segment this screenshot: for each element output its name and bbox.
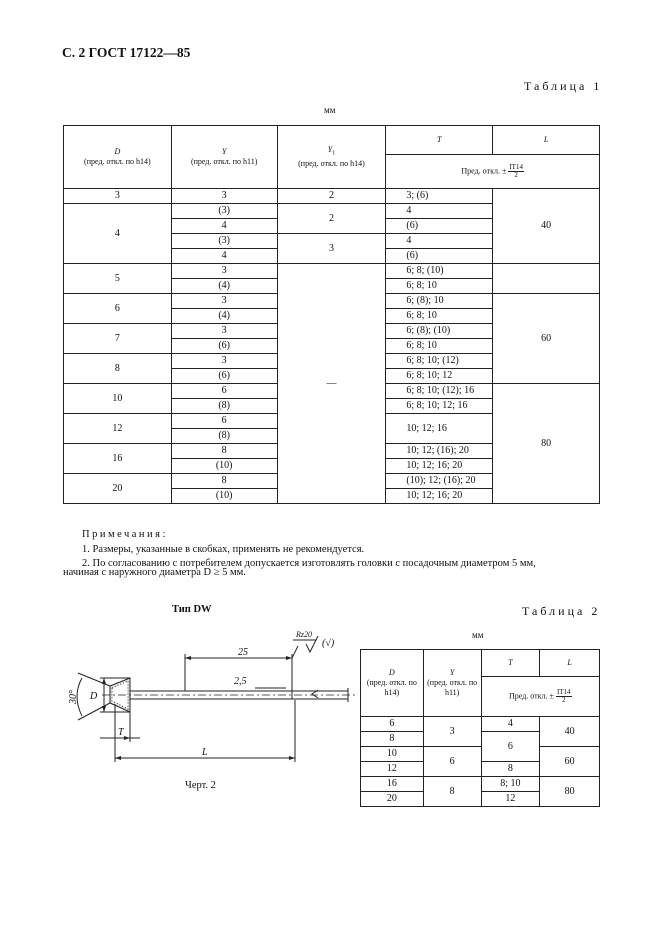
figure-type-label: Тип DW (172, 604, 212, 615)
table-cell: 10; 12; 16; 20 (386, 489, 493, 504)
table-cell: 10; 12; (16); 20 (386, 444, 493, 459)
table-cell: (4) (171, 279, 277, 294)
table-cell: 4 (171, 249, 277, 264)
table-cell: (10); 12; (16); 20 (386, 474, 493, 489)
t2-tolerance-cell: Пред. откл. ± $\frac{IT14}{2}$ (481, 677, 599, 717)
table-cell: 8 (64, 354, 172, 384)
table-cell: 8 (361, 732, 424, 747)
arrow-25-left (185, 656, 191, 660)
table-cell: (10) (171, 459, 277, 474)
table-cell: 8 (481, 762, 540, 777)
t2-header-Y: Y (пред. откл. по h11) (423, 650, 481, 717)
header-Y: Y (пред. откл. по h11) (171, 126, 277, 189)
table1-header-row (64, 126, 600, 155)
table-cell: 16 (361, 777, 424, 792)
dim-D-label: D (90, 691, 98, 702)
table-cell: 3 (171, 354, 277, 369)
table-cell: 80 (540, 777, 600, 807)
table-cell: 5 (64, 264, 172, 294)
table-cell: 40 (540, 717, 600, 747)
table-cell: 6; 8; 10; (12) (386, 354, 493, 369)
table-cell: 4 (481, 717, 540, 732)
note-2-continuation: начиная с наружного диаметра D ≥ 5 мм. (63, 567, 246, 578)
table-cell: (6) (171, 369, 277, 384)
table-cell (493, 264, 600, 294)
table-cell: 12 (361, 762, 424, 777)
t2-header-L: L (540, 650, 600, 677)
figure-caption: Черт. 2 (185, 780, 216, 791)
dim-25-label: 25 (238, 647, 248, 658)
table-cell: 3; (6) (386, 189, 493, 204)
table-cell: 3 (423, 717, 481, 747)
table-cell: 10 (361, 747, 424, 762)
angle-label: 30° (68, 690, 79, 704)
table-cell: 10; 12; 16 (386, 414, 493, 444)
table-cell: 3 (171, 324, 277, 339)
roughness-leader (292, 646, 298, 658)
table-cell: 6; 8; 10; 12 (386, 369, 493, 384)
table-cell: 6 (64, 294, 172, 324)
table-cell: 2 (277, 189, 386, 204)
notes (82, 528, 536, 572)
table-cell: 60 (540, 747, 600, 777)
table-cell: 6 (171, 414, 277, 429)
table-cell: 20 (64, 474, 172, 504)
table-cell: 7 (64, 324, 172, 354)
table-cell: 60 (493, 294, 600, 384)
table1-unit: мм (324, 105, 336, 115)
note-1: 1. Размеры, указанные в скобках, применять не рекомендуется. (82, 543, 365, 555)
table-cell: (3) (171, 234, 277, 249)
table-cell: 6; (8); 10 (386, 294, 493, 309)
table-cell: 80 (493, 384, 600, 504)
table-cell: (6) (386, 249, 493, 264)
arrow-D-top (102, 678, 106, 684)
table-cell: (4) (171, 309, 277, 324)
table-cell: 8 (171, 444, 277, 459)
table-cell: (10) (171, 489, 277, 504)
table-cell: 4 (171, 219, 277, 234)
table-cell: 6; 8; 10; (12); 16 (386, 384, 493, 399)
table-cell: 3 (171, 294, 277, 309)
table-cell: 6 (423, 747, 481, 777)
table-cell: 12 (481, 792, 540, 807)
table-cell: 6 (361, 717, 424, 732)
table-cell: 20 (361, 792, 424, 807)
table2 (360, 649, 600, 807)
header-D: D (пред. откл. по h14) (64, 126, 172, 189)
table-cell: 8; 10 (481, 777, 540, 792)
arrow-D-bottom (102, 706, 106, 712)
arrow-L-left (115, 756, 121, 760)
table-cell: 10 (64, 384, 172, 414)
table-cell: 3 (277, 234, 386, 264)
arrow-L-right (289, 756, 295, 760)
table-cell: 4 (386, 234, 493, 249)
table-cell: (6) (386, 219, 493, 234)
table-cell: (8) (171, 429, 277, 444)
table-cell: 6; 8; 10 (386, 339, 493, 354)
header-Y1: $Y_1$ (пред. откл. по h14) (277, 126, 386, 189)
table-cell: 6; 8; 10; 12; 16 (386, 399, 493, 414)
note-2: 2. По согласованию с потребителем допускается изготовлять головки с посадочным диаметром 5 мм, (82, 558, 536, 569)
table-cell: 4 (64, 204, 172, 264)
t2-header-D: D (пред. откл. по h14) (361, 650, 424, 717)
notes-title: Примечания: (82, 529, 168, 540)
table-cell: 8 (171, 474, 277, 489)
table-cell: 12 (64, 414, 172, 444)
table-cell: 3 (171, 264, 277, 279)
table-cell: 3 (64, 189, 172, 204)
table1-caption: Таблица 1 (524, 79, 603, 93)
dim-L-label: L (202, 747, 208, 758)
table-cell: 16 (64, 444, 172, 474)
header-L: L (493, 126, 600, 155)
table-cell: 6; 8; 10 (386, 309, 493, 324)
table-cell: 40 (493, 189, 600, 264)
tolerance-cell: Пред. откл. ± $\frac{IT14}{2}$ (386, 155, 600, 189)
angle-leg1 (78, 673, 110, 686)
table2-caption: Таблица 2 (522, 604, 601, 618)
table-cell: 10; 12; 16; 20 (386, 459, 493, 474)
dim-2-5-label: 2,5 (234, 676, 247, 687)
table2-unit: мм (472, 630, 484, 640)
roughness-label: Rz20 (296, 630, 312, 639)
t2-header-T: T (481, 650, 540, 677)
table-cell: 6 (171, 384, 277, 399)
table-cell: — (277, 264, 386, 504)
arrow-25-right (286, 656, 292, 660)
table-cell: 6 (481, 732, 540, 762)
table1 (63, 125, 600, 504)
table-cell: 6; 8; (10) (386, 264, 493, 279)
table-cell: 8 (423, 777, 481, 807)
table-cell: (3) (171, 204, 277, 219)
technical-drawing (60, 628, 360, 773)
table-cell: (6) (171, 339, 277, 354)
table-cell: 4 (386, 204, 493, 219)
table-cell: 3 (171, 189, 277, 204)
table-cell: (8) (171, 399, 277, 414)
page-header: С. 2 ГОСТ 17122—85 (62, 45, 191, 60)
header-T: T (386, 126, 493, 155)
roughness-check: (√) (322, 638, 335, 649)
table-cell: 6; (8); (10) (386, 324, 493, 339)
dim-T-label: T (118, 727, 124, 738)
table-cell: 6; 8; 10 (386, 279, 493, 294)
arrow-T (124, 736, 130, 740)
table-cell: 2 (277, 204, 386, 234)
